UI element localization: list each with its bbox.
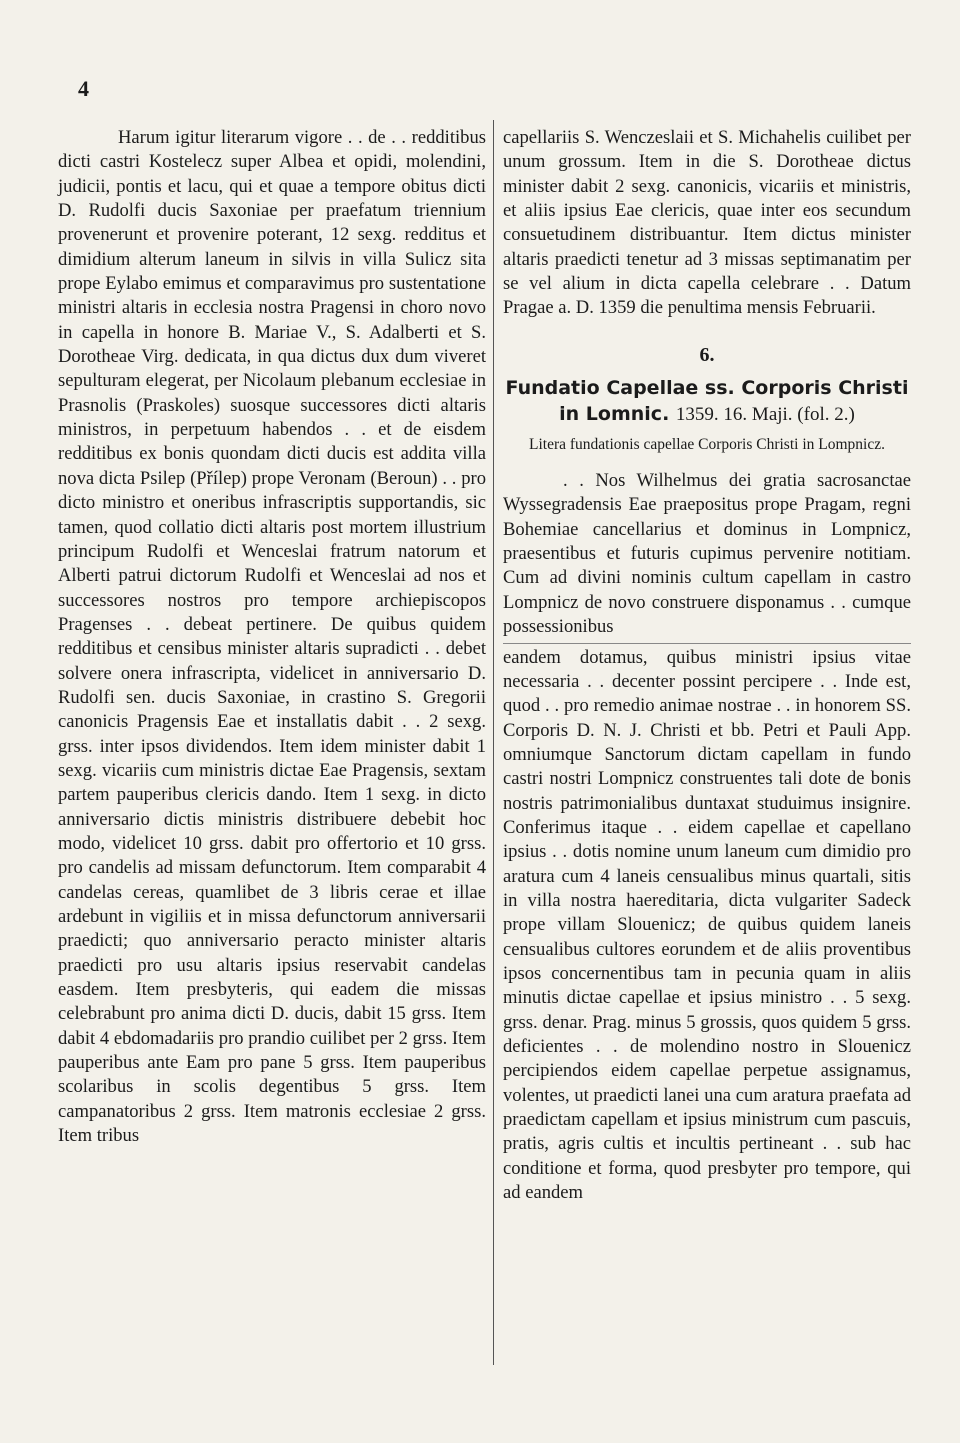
right-column-text-after-rule: eandem dotamus, quibus ministri ipsius vitae necessaria . . decenter possint percipere . . Inde est, quod . . pro remedio animae nostrae . . in honorem SS. Corporis D. N. J. Christi et bb. Petri et Pauli App. omniumque Sanctorum dictam capellam in fundo castri nostri Lompnicz construentes tali dote de bonis nostris patrimonialibus duntaxat studuimus insignire. Conferimus itaque . . eidem capellae et capellano ipsius . . dotis nomine unum laneum cum dimidio pro aratura cum 4 laneis censualibus minus quartali, sitis in villa nostra haereditaria, dicta vulgariter Sadeck prope villam Slouenicz; de quibus quidem laneis censualibus cultores eorundem et de aliis proventibus ipsos concernentibus tam in pecunia quam in aliis minutis dictae capellae et ipsius ministro . . 5 sexg. grss. denar. Prag. minus 5 grossis, quos quidem 5 grss. deficientes . . de molendino nostro in Slouenicz percipiendos eidem capellae perpetue assignamus, volentes, ut praedicti lanei una cum aratura praefata ad praedictam capellam et ipsius ministrum cum pascuis, pratis, agris cultis et incultis pertineant . . sub hac conditione et forma, quod presbyter pro tempore, qui ad eandem xyxy=(503,646,911,1204)
right-column-text-top: capellariis S. Wenczeslaii et S. Michahelis cuilibet per unum grossum. Item in die S. Dorotheae dictus minister dabit 2 sexg. canonicis, vicariis et ministris, et aliis ipsius Eae clericis, quae inter eos secundum consuetudinem distribuantur. Item dictus minister altaris praedicti tenetur ad 3 missas septimanatim per se vel alium in dicta capella celebrare . . Datum Pragae a. D. 1359 die penultima mensis Februarii. xyxy=(503,127,911,319)
page-number: 4 xyxy=(78,76,89,101)
section-date: 1359. 16. Maji. (fol. 2.) xyxy=(675,404,855,426)
section-number: 6. xyxy=(699,343,715,366)
horizontal-rule xyxy=(503,643,911,644)
column-divider xyxy=(493,120,494,1365)
section-subtitle: Litera fundationis capellae Corporis Christi in Lompnicz. xyxy=(529,436,885,454)
right-column-text-before-rule: . . Nos Wilhelmus dei gratia sacrosanctae Wyssegradensis Eae praepositus prope Pragam, regni Bohemiae cancellarius et dominus in Lompnicz, praesentibus et futuris cupimus pervenire notitiam. Cum ad divini nominis cultum capellam in castro Lompnicz de novo construere disponamus . . cumque possessionibus xyxy=(503,470,911,638)
section-title: Fundatio Capellae ss. Corporis Christi in Lomnic. xyxy=(505,377,909,426)
left-column-text: Harum igitur literarum vigore . . de . . redditibus dicti castri Kostelecz super Albea et opidi, molendini, judicii, pontis et lacu, qui et quae a tempore obitus dicti D. Rudolfi ducis Saxoniae per praefatum triennium provenerunt et provenire poterant, 12 sexg. redditus et dimidium alterum laneum in silvis in villa Sulicz sita prope Eylabo emimus et comparavimus pro sustentatione ministri altaris in ecclesia nostra Pragensi in choro novo in capella in honore B. Mariae V., S. Adalberti et S. Dorotheae Virg. dedicata, in qua dictus dux dum viveret sepulturam elegerat, per Nicolaum plebanum ecclesiae in Prasnolis (Praskoles) suosque successores dicti altaris ministros, in perpetuum habendos . . et de eisdem redditibus ex bonis quondam dicti ducis est addita villa nova dicta Psilep (Přílep) prope Veronam (Beroun) . . pro dicto ministro et oneribus infrascriptis supportandis, sic tamen, quod collatio dicti altaris post mortem illustrium principum Rudolfi et Wenceslai fratrum natorum et Alberti patrui dictorum Rudolfi et Wenceslai ad nos et successores nostros pro tempore archiepiscopos Pragenses . . debeat pertinere. De quibus quidem redditibus et censibus minister altaris supradicti . . debet solvere onera infrascripta, videlicet in anniversario D. Rudolfi sen. ducis Saxoniae, in crastino S. Gregorii canonicis Pragensis Eae et installatis dabit . . 2 sexg. grss. inter ipsos dividendos. Item idem minister dabit 1 sexg. vicariis cum ministris dictae Eae Pragensis, sextam partem pauperibus clericis dando. Item 1 sexg. in dicto anniversario dictis ministris distribuere debebit hoc modo, videlicet 10 grss. dabit pro offertorio et 10 grss. pro candelis ad missam defunctorum. Item comparabit 4 candelas cereas, quamlibet de 3 libris cerae et illae ardebunt in vigiliis et in missa defunctorum anniversarii praedicti; quo anniversario peracto minister altaris praedicti pro usu altaris ipsius reservabit candelas easdem. Item presbyteris, qui eadem die missas celebrabunt pro anima dicti D. ducis, dabit 15 grss. Item dabit 4 ebdomadariis pro prandio cuilibet per 2 grss. Item pauperibus ante Eam pro pane 5 grss. Item pauperibus scolaribus in scolis degentibus 5 grss. Item campanatoribus 2 grss. Item matronis ecclesiae 2 grss. Item tribus xyxy=(58,127,486,1147)
section-title-block xyxy=(503,375,911,428)
left-column xyxy=(58,126,486,1148)
right-column xyxy=(503,126,911,1205)
